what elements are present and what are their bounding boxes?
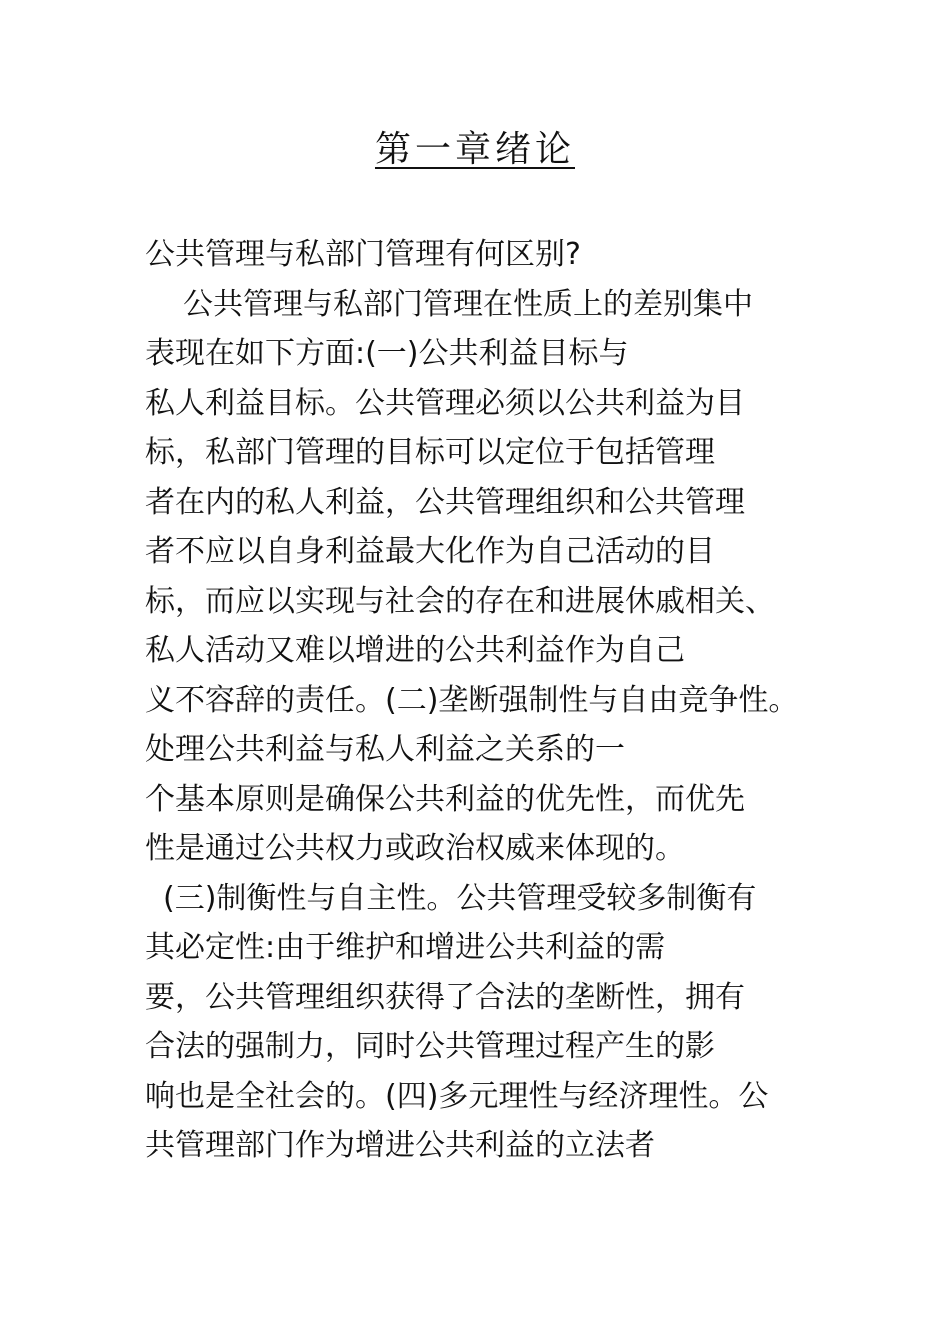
text-line: 表现在如下方面:(一)公共利益目标与 [145, 336, 629, 371]
text-line: 要，公共管理组织获得了合法的垄断性，拥有 [145, 979, 745, 1015]
text-line: (三)制衡性与自主性。公共管理受较多制衡有 [163, 880, 757, 916]
text-line: 共管理部门作为增进公共利益的立法者 [145, 1128, 655, 1163]
text-line: 标，私部门管理的目标可以定位于包括管理 [145, 435, 715, 470]
text-line: 标，而应以实现与社会的存在和进展休戚相关、 [145, 583, 775, 619]
chapter-title: 第一章绪论 [374, 129, 575, 170]
text-line: 公共管理与私部门管理在性质上的差别集中 [183, 286, 753, 322]
text-line: 私人利益目标。公共管理必须以公共利益为目 [145, 385, 745, 421]
question-heading: 公共管理与私部门管理有何区别? [145, 237, 581, 272]
text-line: 私人活动又难以增进的公共利益作为自己 [145, 633, 685, 668]
text-line: 合法的强制力，同时公共管理过程产生的影 [145, 1029, 715, 1064]
text-line: 者不应以自身利益最大化作为自己活动的目 [145, 534, 715, 569]
text-line: 个基本原则是确保公共利益的优先性，而优先 [145, 781, 745, 817]
text-line: 者在内的私人利益，公共管理组织和公共管理 [145, 484, 745, 520]
text-line: 响也是全社会的。(四)多元理性与经济理性。公 [145, 1078, 769, 1114]
text-line: 义不容辞的责任。(二)垄断强制性与自由竞争性。 [145, 682, 799, 718]
text-line: 处理公共利益与私人利益之关系的一 [145, 732, 625, 767]
body-text [145, 230, 835, 1171]
text-line: 性是通过公共权力或政治权威来体现的。 [145, 831, 685, 866]
text-line: 其必定性:由于维护和增进公共利益的需 [145, 930, 666, 965]
